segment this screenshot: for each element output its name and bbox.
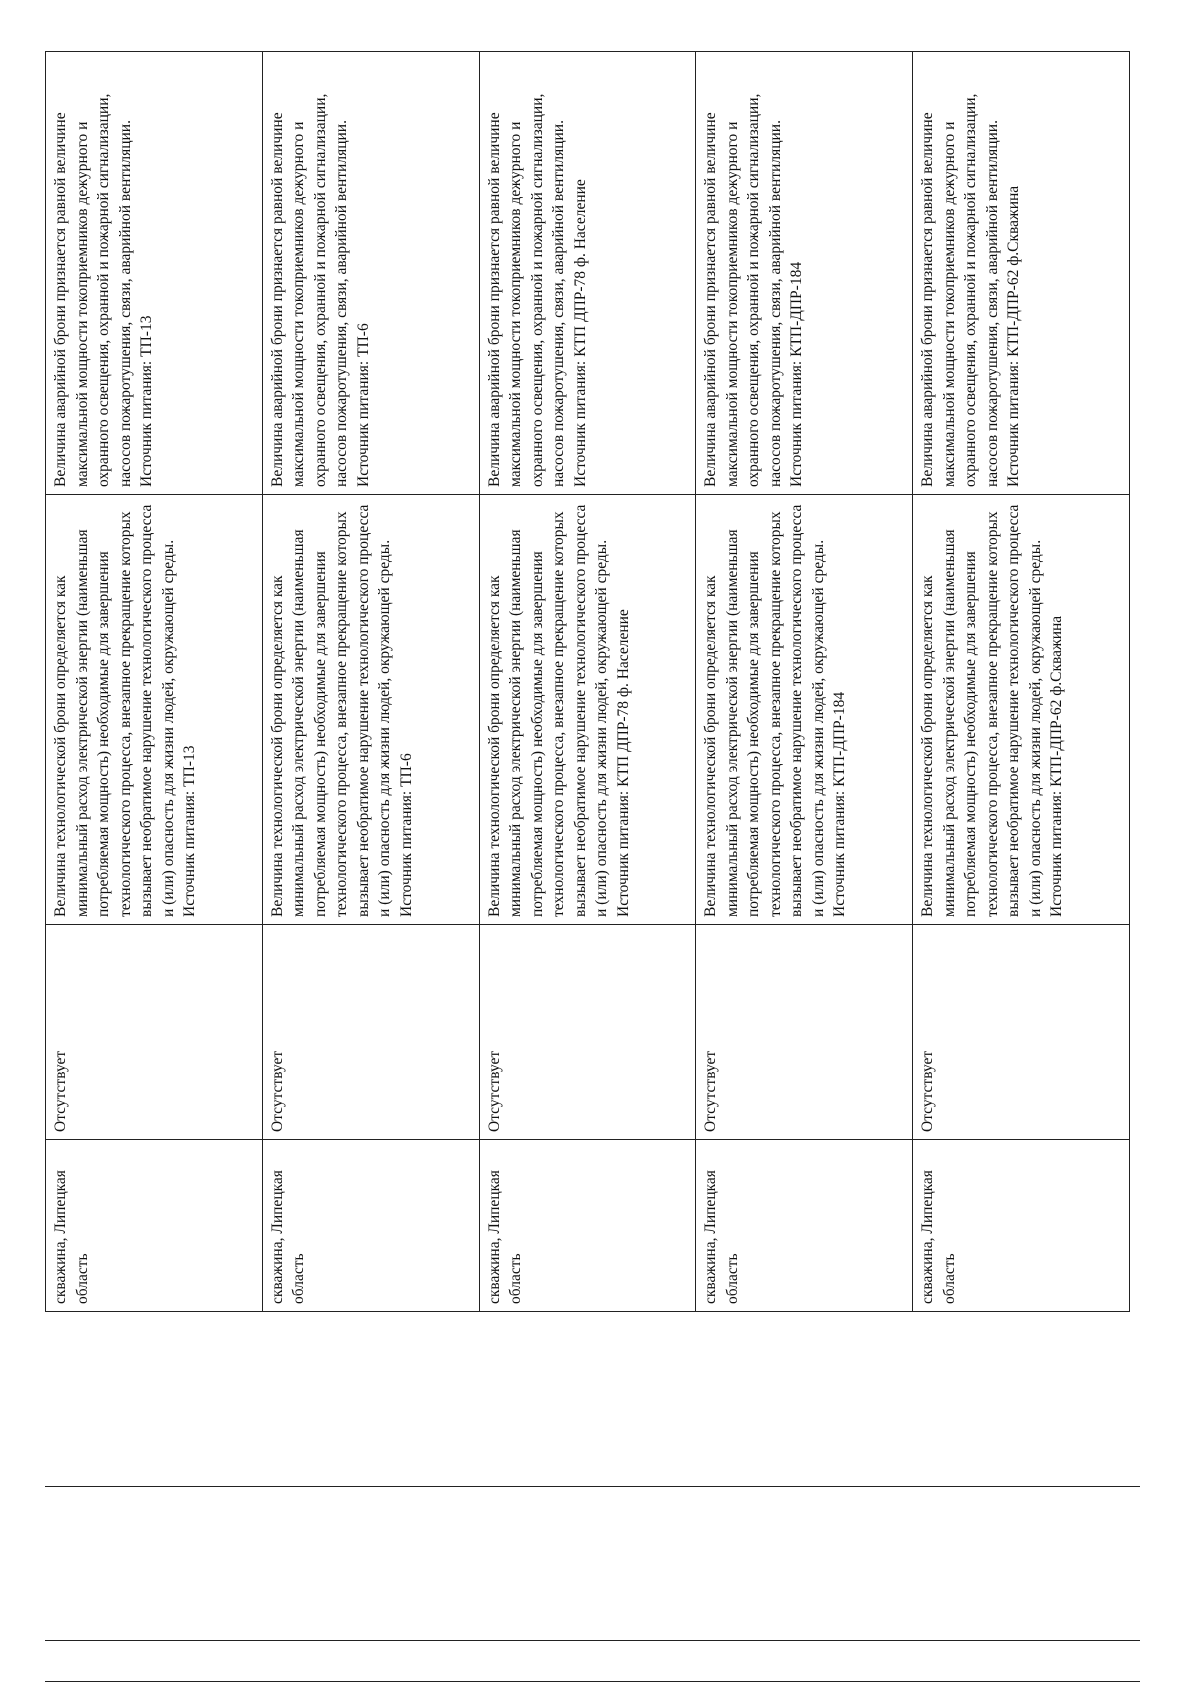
object-cell: скважина, Липецкая область [913,1140,1130,1312]
reservation-table [45,51,1130,1312]
object-cell: скважина, Липецкая область [479,1140,696,1312]
object-cell: скважина, Липецкая область [696,1140,913,1312]
object-cell: скважина, Липецкая область [46,1140,263,1312]
rotated-table-wrapper [45,52,1130,1312]
table-row [262,52,479,1312]
tech-armor-cell: Величина технологической брони определяется как минимальный расход электрической энергии (наименьшая потребляемая мощность) необходимые для завершения технологического процесса, внезапное прекращение которых вызывает необратимое нарушение технологического процесса и (или) опасность для жизни людей, окружающей среды. Источник питания: КТП-ДПР-184 [696,495,913,925]
divider-line [45,1486,1140,1487]
divider-line [45,1640,1140,1641]
divider-line [45,1681,1140,1682]
tech-armor-cell: Величина технологической брони определяется как минимальный расход электрической энергии (наименьшая потребляемая мощность) необходимые для завершения технологического процесса, внезапное прекращение которых вызывает необратимое нарушение технологического процесса и (или) опасность для жизни людей, окружающей среды. Источник питания: КТП-ДПР-62 ф.Скважина [913,495,1130,925]
table-row [696,52,913,1312]
table-row [479,52,696,1312]
emergency-armor-cell: Величина аварийной брони признается равной величине максимальной мощности токоприемников дежурного и охранного освещения, охранной и пожарной сигнализации, насосов пожаротушения, связи, аварийной вентиляции. Источник питания: КТП ДПР-78 ф. Население [479,52,696,495]
extra-cell: Отсутствует [913,925,1130,1140]
extra-cell: Отсутствует [262,925,479,1140]
tech-armor-cell: Величина технологической брони определяется как минимальный расход электрической энергии (наименьшая потребляемая мощность) необходимые для завершения технологического процесса, внезапное прекращение которых вызывает необратимое нарушение технологического процесса и (или) опасность для жизни людей, окружающей среды. Источник питания: ТП-13 [46,495,263,925]
object-cell: скважина, Липецкая область [262,1140,479,1312]
tech-armor-cell: Величина технологической брони определяется как минимальный расход электрической энергии (наименьшая потребляемая мощность) необходимые для завершения технологического процесса, внезапное прекращение которых вызывает необратимое нарушение технологического процесса и (или) опасность для жизни людей, окружающей среды. Источник питания: ТП-6 [262,495,479,925]
emergency-armor-cell: Величина аварийной брони признается равной величине максимальной мощности токоприемников дежурного и охранного освещения, охранной и пожарной сигнализации, насосов пожаротушения, связи, аварийной вентиляции. Источник питания: КТП-ДПР-62 ф.Скважина [913,52,1130,495]
emergency-armor-cell: Величина аварийной брони признается равной величине максимальной мощности токоприемников дежурного и охранного освещения, охранной и пожарной сигнализации, насосов пожаротушения, связи, аварийной вентиляции. Источник питания: ТП-13 [46,52,263,495]
table-row [46,52,263,1312]
extra-cell: Отсутствует [479,925,696,1140]
table-row [913,52,1130,1312]
emergency-armor-cell: Величина аварийной брони признается равной величине максимальной мощности токоприемников дежурного и охранного освещения, охранной и пожарной сигнализации, насосов пожаротушения, связи, аварийной вентиляции. Источник питания: КТП-ДПР-184 [696,52,913,495]
extra-cell: Отсутствует [696,925,913,1140]
tech-armor-cell: Величина технологической брони определяется как минимальный расход электрической энергии (наименьшая потребляемая мощность) необходимые для завершения технологического процесса, внезапное прекращение которых вызывает необратимое нарушение технологического процесса и (или) опасность для жизни людей, окружающей среды. Источник питания: КТП ДПР-78 ф. Население [479,495,696,925]
emergency-armor-cell: Величина аварийной брони признается равной величине максимальной мощности токоприемников дежурного и охранного освещения, охранной и пожарной сигнализации, насосов пожаротушения, связи, аварийной вентиляции. Источник питания: ТП-6 [262,52,479,495]
extra-cell: Отсутствует [46,925,263,1140]
